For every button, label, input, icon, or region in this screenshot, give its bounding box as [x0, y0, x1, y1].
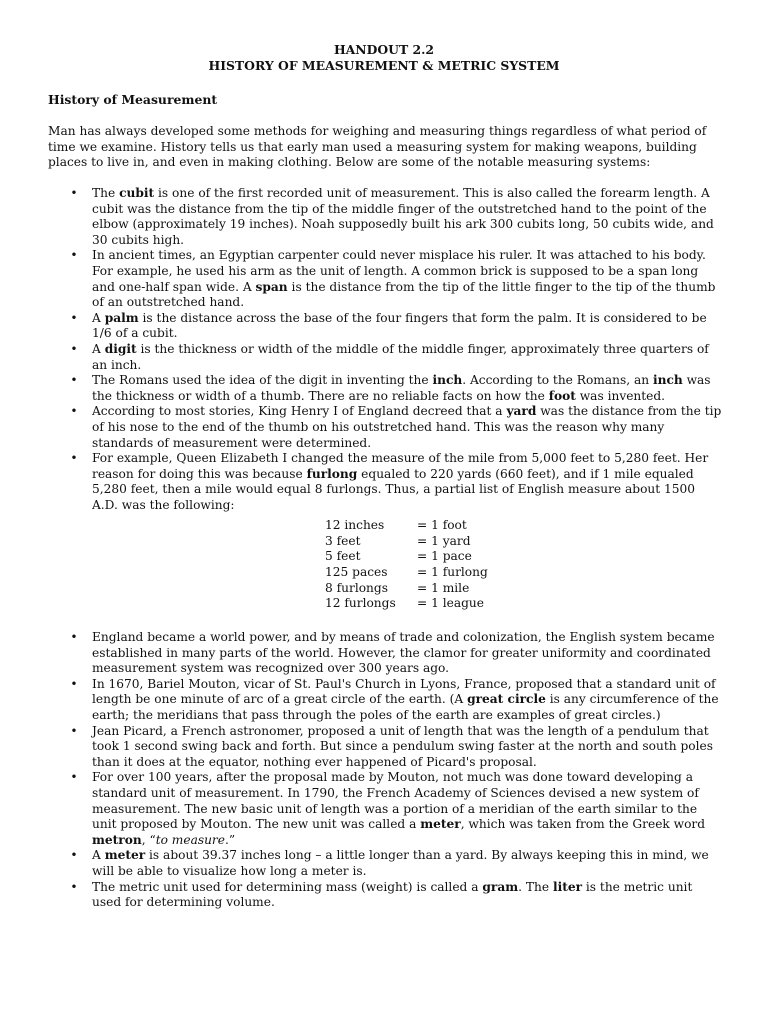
- text: is the metric unit used for determining volume.: [92, 879, 693, 910]
- table-cell: 3 feet: [325, 533, 361, 548]
- text: was the distance from the tip of his nose to the end of the thumb on his outstretched hand. This was the reason why many standards of measurement were determined.: [92, 404, 722, 450]
- table-cell: 8 furlongs: [325, 580, 388, 595]
- term-inch: inch: [432, 373, 463, 388]
- term-furlong: furlong: [306, 466, 358, 481]
- list-item-cubit: [48, 186, 724, 248]
- text: A: [92, 341, 105, 356]
- list-item-gram-liter: [48, 880, 724, 911]
- table-row: [325, 596, 488, 612]
- table-row: [325, 565, 488, 581]
- list-item-england: [48, 630, 724, 677]
- text: is the thickness or width of the middle of the middle finger, approximately three quarters of an inch.: [92, 341, 709, 372]
- text: is any circumference of the earth; the meridians that pass through the poles of the earth are examples of great circles.): [92, 692, 719, 722]
- text: In 1670, Bariel Mouton, vicar of St. Paul's Church in Lyons, France, proposed that a standard unit of length be one minute of arc of a great circle of the earth. (A: [92, 676, 716, 707]
- list-item-span: [48, 248, 724, 310]
- list-item-picard: [48, 724, 724, 771]
- text: was the thickness or width of a thumb. There are no reliable facts on how the: [92, 373, 711, 403]
- text: is about 39.37 inches long – a little longer than a yard. By always keeping this in mind, we will be able to visualize how long a meter is.: [92, 848, 709, 878]
- text: , “: [141, 832, 156, 847]
- text: For example, Queen Elizabeth I changed the measure of the mile from 5,000 feet to 5,280 feet. Her reason for doing this was because: [92, 451, 709, 481]
- list-item-meter: [48, 848, 724, 879]
- list-item-yard: [48, 404, 724, 451]
- bullet-icon: •: [70, 186, 78, 200]
- table-cell: = 1 yard: [417, 533, 471, 548]
- bullet-icon: •: [70, 630, 78, 644]
- term-palm: palm: [104, 310, 139, 325]
- term-meter: meter: [420, 817, 461, 832]
- bullet-icon: •: [70, 404, 78, 419]
- text: England became a world power, and by means of trade and colonization, the English system became established in many parts of the world. However, the clamor for greater uniformity and coordinated measurement system was recognized over 300 years ago.: [92, 630, 715, 676]
- italic-to-measure: to measure: [155, 832, 225, 847]
- bullet-icon: •: [70, 248, 78, 263]
- list-item-palm: [48, 311, 724, 342]
- bullet-icon: •: [70, 310, 78, 325]
- text: The metric unit used for determining mass (weight) is called a: [92, 879, 483, 894]
- list-item-inch: [48, 373, 724, 404]
- table-cell: = 1 foot: [417, 518, 467, 532]
- table-cell: = 1 pace: [417, 549, 472, 564]
- table-row: [325, 581, 488, 597]
- table-cell: 125 paces: [325, 565, 388, 580]
- text: According to most stories, King Henry I of England decreed that a: [92, 404, 507, 419]
- term-meter: meter: [104, 848, 146, 863]
- table-row: [325, 549, 488, 565]
- list-item-french-academy: [48, 770, 724, 848]
- text: Jean Picard, a French astronomer, proposed a unit of length that was the length of a pendulum that took 1 second swing back and forth. But since a pendulum swing faster at the north and south poles than it does at the equator, nothing ever happened of Picard's proposal.: [92, 723, 713, 769]
- term-span: span: [255, 279, 288, 294]
- handout-number: HANDOUT 2.2: [333, 42, 435, 57]
- bullet-icon: •: [70, 341, 78, 356]
- list-item-mouton: [48, 677, 724, 724]
- table-cell: = 1 league: [417, 596, 484, 611]
- table-cell: = 1 furlong: [417, 565, 488, 580]
- text: A: [92, 310, 105, 325]
- text: , which was taken from the Greek word: [460, 817, 706, 832]
- bullet-icon: •: [70, 770, 78, 785]
- list-item-furlong: [48, 451, 724, 513]
- term-great-circle: great circle: [467, 692, 546, 707]
- text: A: [92, 848, 105, 863]
- bullet-icon: •: [70, 373, 78, 388]
- term-inch: inch: [652, 373, 683, 388]
- text: is the distance across the base of the four fingers that form the palm. It is considered to be 1/6 of a cubit.: [92, 310, 707, 341]
- term-digit: digit: [104, 341, 137, 356]
- term-cubit: cubit: [119, 186, 155, 200]
- measurement-list-a: [48, 186, 724, 513]
- bullet-icon: •: [70, 723, 78, 738]
- text: The: [92, 186, 120, 200]
- text: is the distance from the tip of the little finger to the tip of the thumb of an outstretched hand.: [92, 279, 716, 310]
- term-foot: foot: [548, 388, 576, 403]
- table-cell: 12 furlongs: [325, 596, 396, 611]
- table-row: [325, 518, 488, 534]
- term-metron: metron: [92, 832, 142, 847]
- text: equaled to 220 yards (660 feet), and if 1 mile equaled 5,280 feet, then a mile would equal 8 furlongs. Thus, a partial list of English measure about 1500 A.D. was the following:: [92, 466, 696, 512]
- text: . The: [518, 879, 553, 894]
- term-yard: yard: [506, 404, 537, 419]
- text: is one of the first recorded unit of measurement. This is also called the forearm length. A cubit was the distance from the tip of the middle finger of the outstretched hand to the point of the elbow (approximately 19 inches). Noah supposedly built his ark 300 cubits long, 50 cubits wide, and 30 cubits high.: [92, 186, 714, 247]
- text: The Romans used the idea of the digit in inventing the: [92, 373, 433, 388]
- term-gram: gram: [482, 879, 519, 894]
- measurement-list-b: [48, 630, 724, 911]
- bullet-icon: •: [70, 879, 78, 894]
- list-item-digit: [48, 342, 724, 373]
- english-measure-table: [325, 518, 488, 612]
- table-cell: 5 feet: [325, 549, 361, 564]
- table-cell: 12 inches: [325, 518, 385, 532]
- text: For over 100 years, after the proposal made by Mouton, not much was done toward developing a standard unit of measurement. In 1790, the French Academy of Sciences devised a new system of measurement. The new basic unit of length was a portion of a meridian of the earth similar to the unit proposed by Mouton. The new unit was called a: [92, 770, 699, 832]
- handout-title: HISTORY OF MEASUREMENT & METRIC SYSTEM: [208, 58, 560, 73]
- bullet-icon: •: [70, 676, 78, 691]
- section-heading: History of Measurement: [48, 92, 218, 107]
- text: In ancient times, an Egyptian carpenter could never misplace his ruler. It was attached to his body. For example, he used his arm as the unit of length. A common brick is supposed to be a span long and one-half span wide. A: [92, 248, 706, 294]
- bullet-icon: •: [70, 848, 78, 863]
- handout-title-block: [0, 42, 768, 74]
- table-cell: = 1 mile: [417, 580, 470, 595]
- intro-paragraph: Man has always developed some methods for weighing and measuring things regardless of what period of time we examine. History tells us that early man used a measuring system for making weapons, building places to live in, and even in making clothing. Below are some of the notable measuring systems:: [48, 124, 707, 170]
- term-liter: liter: [552, 879, 583, 894]
- table-row: [325, 534, 488, 550]
- text: was invented.: [575, 388, 666, 403]
- text: .”: [224, 832, 236, 847]
- bullet-icon: •: [70, 451, 78, 466]
- text: . According to the Romans, an: [462, 373, 653, 388]
